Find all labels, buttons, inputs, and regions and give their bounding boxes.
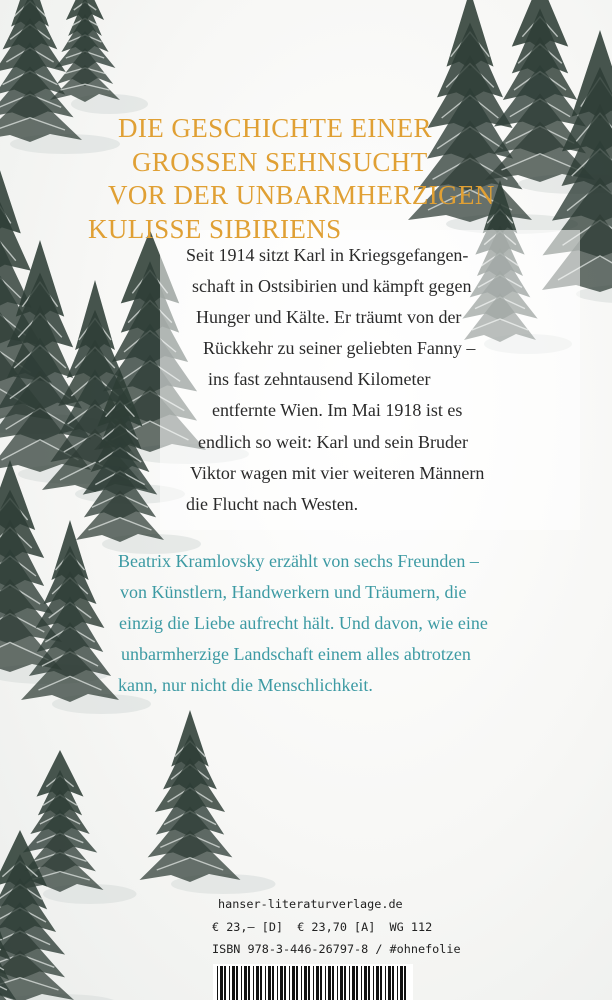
headline-line-1: DIE GESCHICHTE EINER [118, 113, 432, 143]
price-info: € 23,– [D] € 23,70 [A] WG 112 [212, 919, 433, 934]
barcode-bar [232, 966, 235, 1000]
barcode-bar [385, 966, 386, 1000]
barcode-bar [220, 966, 223, 1000]
barcode-bar [364, 966, 367, 1000]
barcode-bar [284, 966, 286, 1000]
synopsis-line-6: entfernte Wien. Im Mai 1918 ist es [212, 400, 463, 421]
barcode-bar [244, 966, 247, 1000]
barcode-bar [340, 966, 343, 1000]
barcode-bar [313, 966, 314, 1000]
barcode-bar [380, 966, 382, 1000]
barcode-bar [328, 966, 331, 1000]
author-line-1: Beatrix Kramlovsky erzählt von sechs Freunden – [118, 551, 479, 571]
barcode-bar [301, 966, 302, 1000]
synopsis-line-5: ins fast zehntausend Kilometer [208, 369, 431, 390]
barcode-bar [308, 966, 310, 1000]
publisher-url[interactable]: hanser-literaturverlage.de [218, 897, 403, 911]
barcode-bar [316, 966, 319, 1000]
barcode-bar [280, 966, 283, 1000]
synopsis-line-3: Hunger und Kälte. Er träumt von der [196, 307, 462, 328]
isbn-info: ISBN 978-3-446-26797-8 / #ohnefolie [212, 942, 461, 957]
barcode-bar [373, 966, 374, 1000]
barcode-bar [265, 966, 266, 1000]
headline-line-2: GROSSEN SEHNSUCHT [132, 146, 428, 177]
barcode-bar [217, 966, 218, 1000]
barcode-bar [376, 966, 379, 1000]
barcode-bar [392, 966, 394, 1000]
barcode-bar [332, 966, 334, 1000]
barcode-bar [337, 966, 338, 1000]
barcode-bar [325, 966, 326, 1000]
barcode-bar [404, 966, 406, 1000]
barcode-bar [241, 966, 242, 1000]
barcode-bar [272, 966, 274, 1000]
barcode-bar [356, 966, 358, 1000]
barcode-bar [296, 966, 298, 1000]
barcode-bar [397, 966, 398, 1000]
barcode-bar [229, 966, 230, 1000]
barcode-bar [292, 966, 295, 1000]
barcode-bar [352, 966, 355, 1000]
publication-info [212, 893, 472, 961]
barcode-bar [344, 966, 346, 1000]
barcode-bar [253, 966, 254, 1000]
author-line-3: einzig die Liebe aufrecht hält. Und davon, wie eine [119, 613, 488, 634]
barcode-bar [400, 966, 403, 1000]
author-paragraph [118, 546, 580, 701]
synopsis-line-8: Viktor wagen mit vier weiteren Männern [190, 462, 485, 483]
barcode-bar [224, 966, 226, 1000]
barcode-bar [277, 966, 278, 1000]
barcode-bar [236, 966, 238, 1000]
barcode-bar [248, 966, 250, 1000]
synopsis-line-2: schaft in Ostsibirien und kämpft gegen [192, 276, 472, 297]
fir-tree-icon [50, 0, 148, 114]
headline [88, 112, 578, 246]
barcode-bar [320, 966, 322, 1000]
author-line-2: von Künstlern, Handwerkern und Träumern, die [120, 582, 467, 603]
barcode-bar [349, 966, 350, 1000]
barcode-bar [368, 966, 370, 1000]
barcode-bar [256, 966, 259, 1000]
barcode-bar [361, 966, 362, 1000]
synopsis-line-7: endlich so weit: Karl und sein Bruder [198, 431, 468, 452]
barcode-icon [213, 964, 413, 1000]
author-line-5: kann, nur nicht die Menschlichkeit. [118, 675, 373, 696]
barcode-bar [304, 966, 307, 1000]
fir-tree-icon [140, 710, 276, 894]
barcode-bar [289, 966, 290, 1000]
synopsis-line-4: Rückkehr zu seiner geliebten Fanny – [203, 338, 476, 359]
headline-line-4: KULISSE SIBIRIENS [88, 213, 342, 244]
barcode-bar [388, 966, 391, 1000]
synopsis-paragraph [150, 240, 570, 520]
synopsis-line-9: die Flucht nach Westen. [186, 493, 359, 514]
author-line-4: unbarmherzige Landschaft einem alles abtrotzen [121, 644, 471, 665]
barcode-bar [260, 966, 262, 1000]
barcode-bar [268, 966, 271, 1000]
headline-line-3: VOR DER UNBARMHERZIGEN [108, 180, 495, 210]
synopsis-line-1: Seit 1914 sitzt Karl in Kriegsgefangen- [186, 245, 469, 265]
